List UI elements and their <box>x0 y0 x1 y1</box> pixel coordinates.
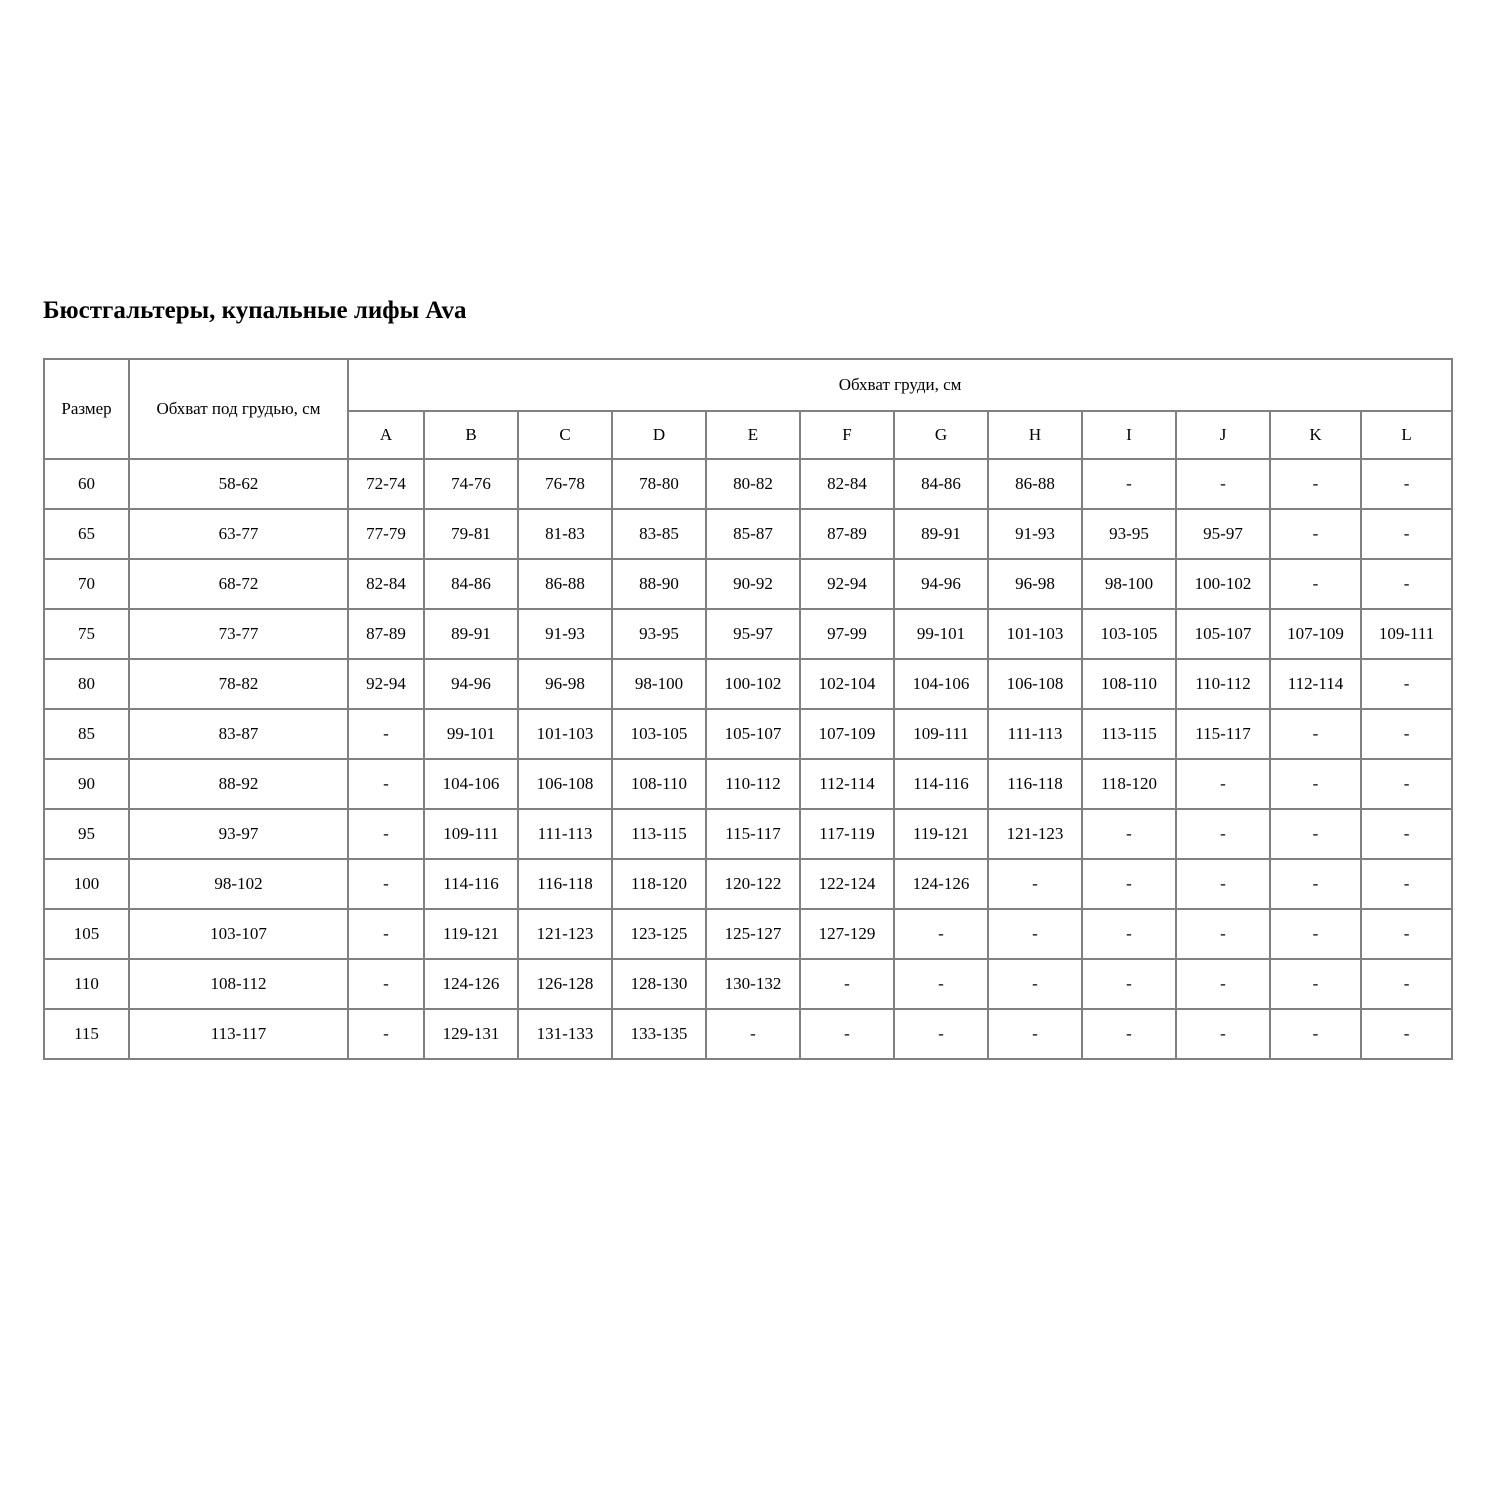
bust-range-cell: - <box>1361 509 1452 559</box>
bust-range-cell: - <box>1361 959 1452 1009</box>
size-cell: 65 <box>44 509 129 559</box>
bust-range-cell: 81-83 <box>518 509 612 559</box>
underbust-cell: 98-102 <box>129 859 348 909</box>
underbust-cell: 108-112 <box>129 959 348 1009</box>
bust-range-cell: 108-110 <box>1082 659 1176 709</box>
table-row <box>44 509 1452 559</box>
bust-range-cell: 92-94 <box>348 659 424 709</box>
bust-range-cell: 79-81 <box>424 509 518 559</box>
bust-range-cell: - <box>988 959 1082 1009</box>
bust-range-cell: 80-82 <box>706 459 800 509</box>
bust-range-cell: 103-105 <box>612 709 706 759</box>
bust-range-cell: - <box>1361 1009 1452 1059</box>
cup-header-d: D <box>612 411 706 459</box>
table-row <box>44 709 1452 759</box>
table-row <box>44 659 1452 709</box>
bust-range-cell: 87-89 <box>348 609 424 659</box>
underbust-cell: 63-77 <box>129 509 348 559</box>
bust-range-cell: - <box>1176 859 1270 909</box>
bust-range-cell: 89-91 <box>424 609 518 659</box>
bust-range-cell: 110-112 <box>706 759 800 809</box>
bust-range-cell: - <box>1270 509 1361 559</box>
table-row <box>44 459 1452 509</box>
bust-range-cell: 91-93 <box>988 509 1082 559</box>
bust-range-cell: 89-91 <box>894 509 988 559</box>
bust-range-cell: - <box>1270 959 1361 1009</box>
bust-range-cell: 106-108 <box>988 659 1082 709</box>
bust-range-cell: 99-101 <box>894 609 988 659</box>
bust-range-cell: 115-117 <box>706 809 800 859</box>
bust-range-cell: 106-108 <box>518 759 612 809</box>
table-row <box>44 559 1452 609</box>
bust-range-cell: 102-104 <box>800 659 894 709</box>
bust-range-cell: - <box>1361 559 1452 609</box>
size-cell: 105 <box>44 909 129 959</box>
bust-range-cell: 122-124 <box>800 859 894 909</box>
bust-range-cell: 104-106 <box>424 759 518 809</box>
bust-range-cell: - <box>1270 759 1361 809</box>
bust-range-cell: 76-78 <box>518 459 612 509</box>
bust-range-cell: - <box>800 959 894 1009</box>
bust-range-cell: 96-98 <box>988 559 1082 609</box>
bust-range-cell: 130-132 <box>706 959 800 1009</box>
cup-header-i: I <box>1082 411 1176 459</box>
underbust-column-header: Обхват под грудью, см <box>129 359 348 459</box>
bust-range-cell: - <box>1270 909 1361 959</box>
bust-range-cell: 108-110 <box>612 759 706 809</box>
bust-range-cell: 86-88 <box>988 459 1082 509</box>
bust-range-cell: 114-116 <box>424 859 518 909</box>
bust-range-cell: 98-100 <box>612 659 706 709</box>
bust-range-cell: 124-126 <box>424 959 518 1009</box>
bust-range-cell: 121-123 <box>518 909 612 959</box>
bust-range-cell: 85-87 <box>706 509 800 559</box>
bust-range-cell: 133-135 <box>612 1009 706 1059</box>
bust-range-cell: 99-101 <box>424 709 518 759</box>
bust-range-cell: 94-96 <box>894 559 988 609</box>
bust-range-cell: - <box>348 1009 424 1059</box>
bust-range-cell: - <box>348 859 424 909</box>
size-cell: 85 <box>44 709 129 759</box>
bust-range-cell: 125-127 <box>706 909 800 959</box>
bust-range-cell: 123-125 <box>612 909 706 959</box>
underbust-cell: 58-62 <box>129 459 348 509</box>
bust-range-cell: 82-84 <box>800 459 894 509</box>
bust-range-cell: 105-107 <box>706 709 800 759</box>
size-cell: 95 <box>44 809 129 859</box>
table-row <box>44 859 1452 909</box>
bust-range-cell: 77-79 <box>348 509 424 559</box>
bust-range-cell: 94-96 <box>424 659 518 709</box>
size-cell: 90 <box>44 759 129 809</box>
bust-range-cell: 95-97 <box>706 609 800 659</box>
underbust-cell: 103-107 <box>129 909 348 959</box>
cup-header-b: B <box>424 411 518 459</box>
bust-range-cell: - <box>348 809 424 859</box>
bust-range-cell: 107-109 <box>1270 609 1361 659</box>
bust-range-cell: 118-120 <box>612 859 706 909</box>
bust-range-cell: 119-121 <box>424 909 518 959</box>
bust-range-cell: - <box>1270 459 1361 509</box>
bust-range-cell: 116-118 <box>988 759 1082 809</box>
table-row <box>44 959 1452 1009</box>
size-cell: 75 <box>44 609 129 659</box>
bust-range-cell: 93-95 <box>612 609 706 659</box>
bust-range-cell: 111-113 <box>518 809 612 859</box>
bust-range-cell: 90-92 <box>706 559 800 609</box>
bust-range-cell: - <box>1176 959 1270 1009</box>
bust-range-cell: 95-97 <box>1176 509 1270 559</box>
size-cell: 115 <box>44 1009 129 1059</box>
bust-range-cell: 129-131 <box>424 1009 518 1059</box>
size-table-header <box>44 359 1452 459</box>
bust-range-cell: - <box>1270 1009 1361 1059</box>
size-cell: 100 <box>44 859 129 909</box>
bust-range-cell: - <box>800 1009 894 1059</box>
bust-range-cell: 100-102 <box>706 659 800 709</box>
bust-range-cell: 84-86 <box>424 559 518 609</box>
bust-range-cell: 103-105 <box>1082 609 1176 659</box>
bust-range-cell: 91-93 <box>518 609 612 659</box>
bust-range-cell: 128-130 <box>612 959 706 1009</box>
bust-range-cell: - <box>894 959 988 1009</box>
bust-range-cell: 98-100 <box>1082 559 1176 609</box>
bust-range-cell: 109-111 <box>424 809 518 859</box>
bust-range-cell: 93-95 <box>1082 509 1176 559</box>
bust-range-cell: 105-107 <box>1176 609 1270 659</box>
table-row <box>44 759 1452 809</box>
bust-range-cell: - <box>1082 959 1176 1009</box>
table-row <box>44 609 1452 659</box>
size-column-header: Размер <box>44 359 129 459</box>
bust-range-cell: - <box>1270 709 1361 759</box>
bust-range-cell: - <box>1361 909 1452 959</box>
bust-range-cell: 107-109 <box>800 709 894 759</box>
bust-range-cell: - <box>1176 459 1270 509</box>
bust-range-cell: - <box>348 759 424 809</box>
bust-range-cell: 86-88 <box>518 559 612 609</box>
bust-range-cell: 120-122 <box>706 859 800 909</box>
bust-range-cell: 78-80 <box>612 459 706 509</box>
table-row <box>44 1009 1452 1059</box>
bust-range-cell: - <box>1176 759 1270 809</box>
bust-range-cell: 126-128 <box>518 959 612 1009</box>
bust-range-cell: - <box>1082 859 1176 909</box>
bust-range-cell: 115-117 <box>1176 709 1270 759</box>
cup-header-e: E <box>706 411 800 459</box>
bust-range-cell: 113-115 <box>1082 709 1176 759</box>
underbust-cell: 73-77 <box>129 609 348 659</box>
bust-range-cell: 114-116 <box>894 759 988 809</box>
underbust-cell: 78-82 <box>129 659 348 709</box>
underbust-cell: 68-72 <box>129 559 348 609</box>
bust-range-cell: 116-118 <box>518 859 612 909</box>
table-row <box>44 809 1452 859</box>
bust-range-cell: - <box>894 1009 988 1059</box>
bust-range-cell: 83-85 <box>612 509 706 559</box>
bust-range-cell: - <box>1082 1009 1176 1059</box>
bust-range-cell: 127-129 <box>800 909 894 959</box>
underbust-cell: 88-92 <box>129 759 348 809</box>
underbust-cell: 113-117 <box>129 1009 348 1059</box>
bust-range-cell: - <box>1176 909 1270 959</box>
bust-range-cell: 121-123 <box>988 809 1082 859</box>
bust-range-cell: 101-103 <box>518 709 612 759</box>
cup-header-a: A <box>348 411 424 459</box>
bust-range-cell: 112-114 <box>1270 659 1361 709</box>
bust-range-cell: 74-76 <box>424 459 518 509</box>
cup-header-f: F <box>800 411 894 459</box>
table-row <box>44 909 1452 959</box>
bust-range-cell: - <box>988 859 1082 909</box>
header-row-top <box>44 359 1452 411</box>
size-cell: 70 <box>44 559 129 609</box>
bust-range-cell: - <box>1270 859 1361 909</box>
bust-range-cell: 96-98 <box>518 659 612 709</box>
bust-range-cell: 109-111 <box>1361 609 1452 659</box>
bust-range-cell: 113-115 <box>612 809 706 859</box>
bust-range-cell: 82-84 <box>348 559 424 609</box>
bust-range-cell: - <box>1082 459 1176 509</box>
bust-range-cell: 104-106 <box>894 659 988 709</box>
size-cell: 110 <box>44 959 129 1009</box>
bust-range-cell: 117-119 <box>800 809 894 859</box>
bust-range-cell: 92-94 <box>800 559 894 609</box>
bust-range-cell: 87-89 <box>800 509 894 559</box>
bust-range-cell: - <box>988 909 1082 959</box>
size-chart-table <box>43 358 1453 1060</box>
bust-range-cell: - <box>1082 809 1176 859</box>
cup-header-c: C <box>518 411 612 459</box>
cup-header-g: G <box>894 411 988 459</box>
bust-range-cell: - <box>1361 709 1452 759</box>
bust-range-cell: 112-114 <box>800 759 894 809</box>
bust-range-cell: 118-120 <box>1082 759 1176 809</box>
size-table-body <box>44 459 1452 1059</box>
bust-range-cell: - <box>1361 759 1452 809</box>
bust-range-cell: 131-133 <box>518 1009 612 1059</box>
bust-range-cell: - <box>348 709 424 759</box>
bust-range-cell: 100-102 <box>1176 559 1270 609</box>
bust-range-cell: - <box>894 909 988 959</box>
bust-range-cell: 110-112 <box>1176 659 1270 709</box>
bust-range-cell: - <box>988 1009 1082 1059</box>
bust-circumference-header: Обхват груди, см <box>348 359 1452 411</box>
bust-range-cell: 97-99 <box>800 609 894 659</box>
bust-range-cell: 111-113 <box>988 709 1082 759</box>
bust-range-cell: - <box>1361 659 1452 709</box>
bust-range-cell: - <box>706 1009 800 1059</box>
bust-range-cell: - <box>1361 459 1452 509</box>
bust-range-cell: - <box>348 909 424 959</box>
underbust-cell: 83-87 <box>129 709 348 759</box>
size-cell: 80 <box>44 659 129 709</box>
bust-range-cell: - <box>1361 809 1452 859</box>
cup-header-j: J <box>1176 411 1270 459</box>
page-title: Бюстгальтеры, купальные лифы Ava <box>43 297 467 324</box>
bust-range-cell: - <box>1176 1009 1270 1059</box>
underbust-cell: 93-97 <box>129 809 348 859</box>
bust-range-cell: - <box>348 959 424 1009</box>
bust-range-cell: - <box>1270 559 1361 609</box>
size-cell: 60 <box>44 459 129 509</box>
cup-header-h: H <box>988 411 1082 459</box>
bust-range-cell: - <box>1270 809 1361 859</box>
cup-header-k: K <box>1270 411 1361 459</box>
bust-range-cell: - <box>1082 909 1176 959</box>
bust-range-cell: 88-90 <box>612 559 706 609</box>
bust-range-cell: - <box>1176 809 1270 859</box>
bust-range-cell: 72-74 <box>348 459 424 509</box>
bust-range-cell: 124-126 <box>894 859 988 909</box>
bust-range-cell: 101-103 <box>988 609 1082 659</box>
bust-range-cell: - <box>1361 859 1452 909</box>
cup-header-l: L <box>1361 411 1452 459</box>
bust-range-cell: 119-121 <box>894 809 988 859</box>
bust-range-cell: 84-86 <box>894 459 988 509</box>
bust-range-cell: 109-111 <box>894 709 988 759</box>
